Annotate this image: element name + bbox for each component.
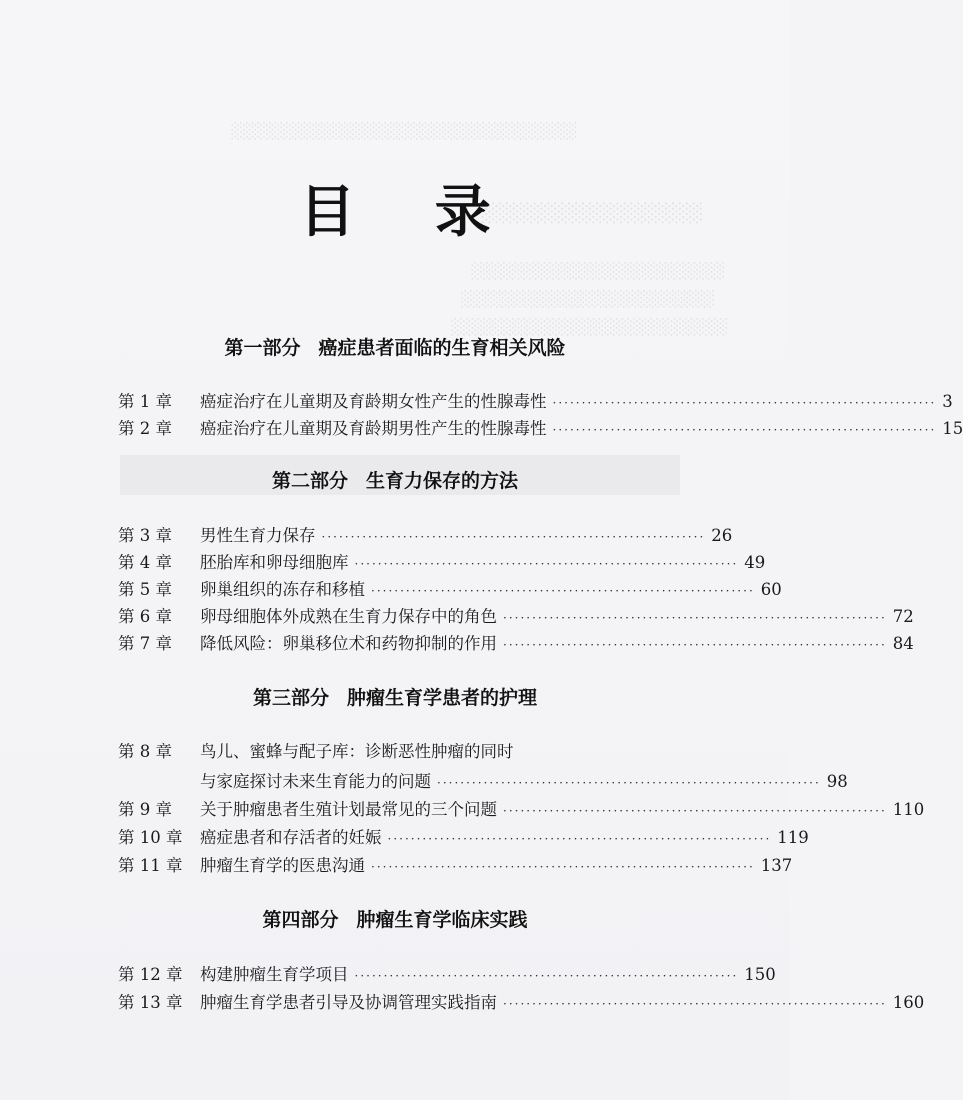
bleed-through-text: ░░░░░░░░░░░░░░░░░░░░░░░░░░░░░░ [230, 122, 577, 140]
leader-dots: ·································································· [371, 584, 755, 598]
page-number: 84 [892, 634, 914, 653]
leader-dots: ·································································· [503, 611, 887, 625]
leader-dots: ·································································· [503, 997, 887, 1011]
chapter-title: 鸟儿、蜜蜂与配子库：诊断恶性肿瘤的同时 [200, 742, 514, 761]
part-label: 第二部分 [271, 470, 348, 492]
toc-entry[interactable] [118, 852, 793, 876]
toc-entry[interactable] [118, 576, 782, 600]
chapter-title-line2: 与家庭探讨未来生育能力的问题 [200, 772, 431, 791]
toc-entry[interactable] [118, 549, 766, 573]
part-label: 第三部分 [252, 687, 329, 709]
page-number: 98 [826, 772, 848, 791]
chapter-title: 男性生育力保存 [200, 526, 316, 545]
chapter-number: 第 5 章 [118, 580, 172, 599]
chapter-number: 第 11 章 [118, 856, 183, 875]
leader-dots: ·································································· [503, 638, 887, 652]
chapter-title: 关于肿瘤患者生殖计划最常见的三个问题 [200, 800, 497, 819]
part-title: 癌症患者面临的生育相关风险 [318, 337, 566, 359]
toc-entry[interactable] [118, 603, 914, 627]
chapter-number: 第 9 章 [118, 800, 172, 819]
toc-entry[interactable] [118, 824, 809, 848]
part-label: 第四部分 [262, 909, 339, 931]
chapter-number: 第 3 章 [118, 526, 172, 545]
chapter-number: 第 10 章 [118, 828, 183, 847]
chapter-number: 第 8 章 [118, 742, 172, 761]
chapter-number: 第 6 章 [118, 607, 172, 626]
page-number: 3 [942, 392, 953, 411]
chapter-title: 癌症患者和存活者的妊娠 [200, 828, 382, 847]
chapter-title: 肿瘤生育学患者引导及协调管理实践指南 [200, 993, 497, 1012]
toc-entry[interactable] [118, 522, 733, 546]
chapter-number: 第 12 章 [118, 965, 183, 984]
chapter-title: 卵巢组织的冻存和移植 [200, 580, 365, 599]
page-number: 150 [744, 965, 776, 984]
page-number: 15 [942, 419, 963, 438]
chapter-number: 第 7 章 [118, 634, 172, 653]
part-heading [0, 466, 790, 493]
toc-entry[interactable] [118, 738, 700, 762]
bleed-through-text: ░░░░░░░░░░░░░░░░ [480, 203, 702, 224]
page-number: 26 [711, 526, 733, 545]
chapter-number: 第 2 章 [118, 419, 172, 438]
page-number: 110 [892, 800, 925, 819]
chapter-title: 胚胎库和卵母细胞库 [200, 553, 349, 572]
chapter-title: 肿瘤生育学的医患沟通 [200, 856, 365, 875]
part-label: 第一部分 [224, 337, 301, 359]
page-number: 60 [760, 580, 782, 599]
leader-dots: ·································································· [387, 832, 772, 846]
bleed-through-text: ░░░░░░░░░░░░░░░░░░░░░░ [470, 262, 724, 280]
toc-entry-continuation[interactable] [200, 768, 848, 792]
chapter-number: 第 4 章 [118, 553, 172, 572]
page-number: 160 [892, 993, 925, 1012]
leader-dots: ·································································· [552, 423, 937, 437]
leader-dots: ·································································· [437, 776, 821, 790]
chapter-number: 第 13 章 [118, 993, 183, 1012]
chapter-title: 构建肿瘤生育学项目 [200, 965, 349, 984]
chapter-title: 癌症治疗在儿童期及育龄期女性产生的性腺毒性 [200, 392, 547, 411]
page-title: 目 录 [299, 180, 521, 245]
toc-entry[interactable] [118, 415, 963, 439]
page-number: 49 [744, 553, 766, 572]
page-number: 119 [777, 828, 809, 847]
leader-dots: ·································································· [321, 530, 706, 544]
toc-entry[interactable] [118, 796, 925, 820]
bleed-through-text: ░░░░░░░░░░░░░░░░░░░░░░░░ [450, 318, 727, 336]
toc-entry[interactable] [118, 961, 776, 985]
part-title: 肿瘤生育学临床实践 [356, 909, 528, 931]
part-heading [0, 683, 790, 710]
page-number: 137 [760, 856, 793, 875]
leader-dots: ·································································· [354, 557, 739, 571]
chapter-title: 卵母细胞体外成熟在生育力保存中的角色 [200, 607, 497, 626]
toc-entry[interactable] [118, 388, 953, 412]
page-number: 72 [892, 607, 914, 626]
leader-dots: ·································································· [371, 860, 755, 874]
chapter-number: 第 1 章 [118, 392, 172, 411]
toc-entry[interactable] [118, 989, 925, 1013]
chapter-title: 降低风险：卵巢移位术和药物抑制的作用 [200, 634, 497, 653]
chapter-title: 癌症治疗在儿童期及育龄期男性产生的性腺毒性 [200, 419, 547, 438]
part-title: 生育力保存的方法 [366, 470, 519, 492]
part-heading [0, 905, 790, 932]
leader-dots: ·································································· [503, 804, 887, 818]
leader-dots: ·································································· [552, 396, 937, 410]
toc-entry[interactable] [118, 630, 914, 654]
bleed-through-text: ░░░░░░░░░░░░░░░░░░░░░░ [460, 290, 714, 308]
part-title: 肿瘤生育学患者的护理 [347, 687, 538, 709]
leader-dots: ·································································· [354, 969, 739, 983]
part-heading [0, 333, 790, 360]
